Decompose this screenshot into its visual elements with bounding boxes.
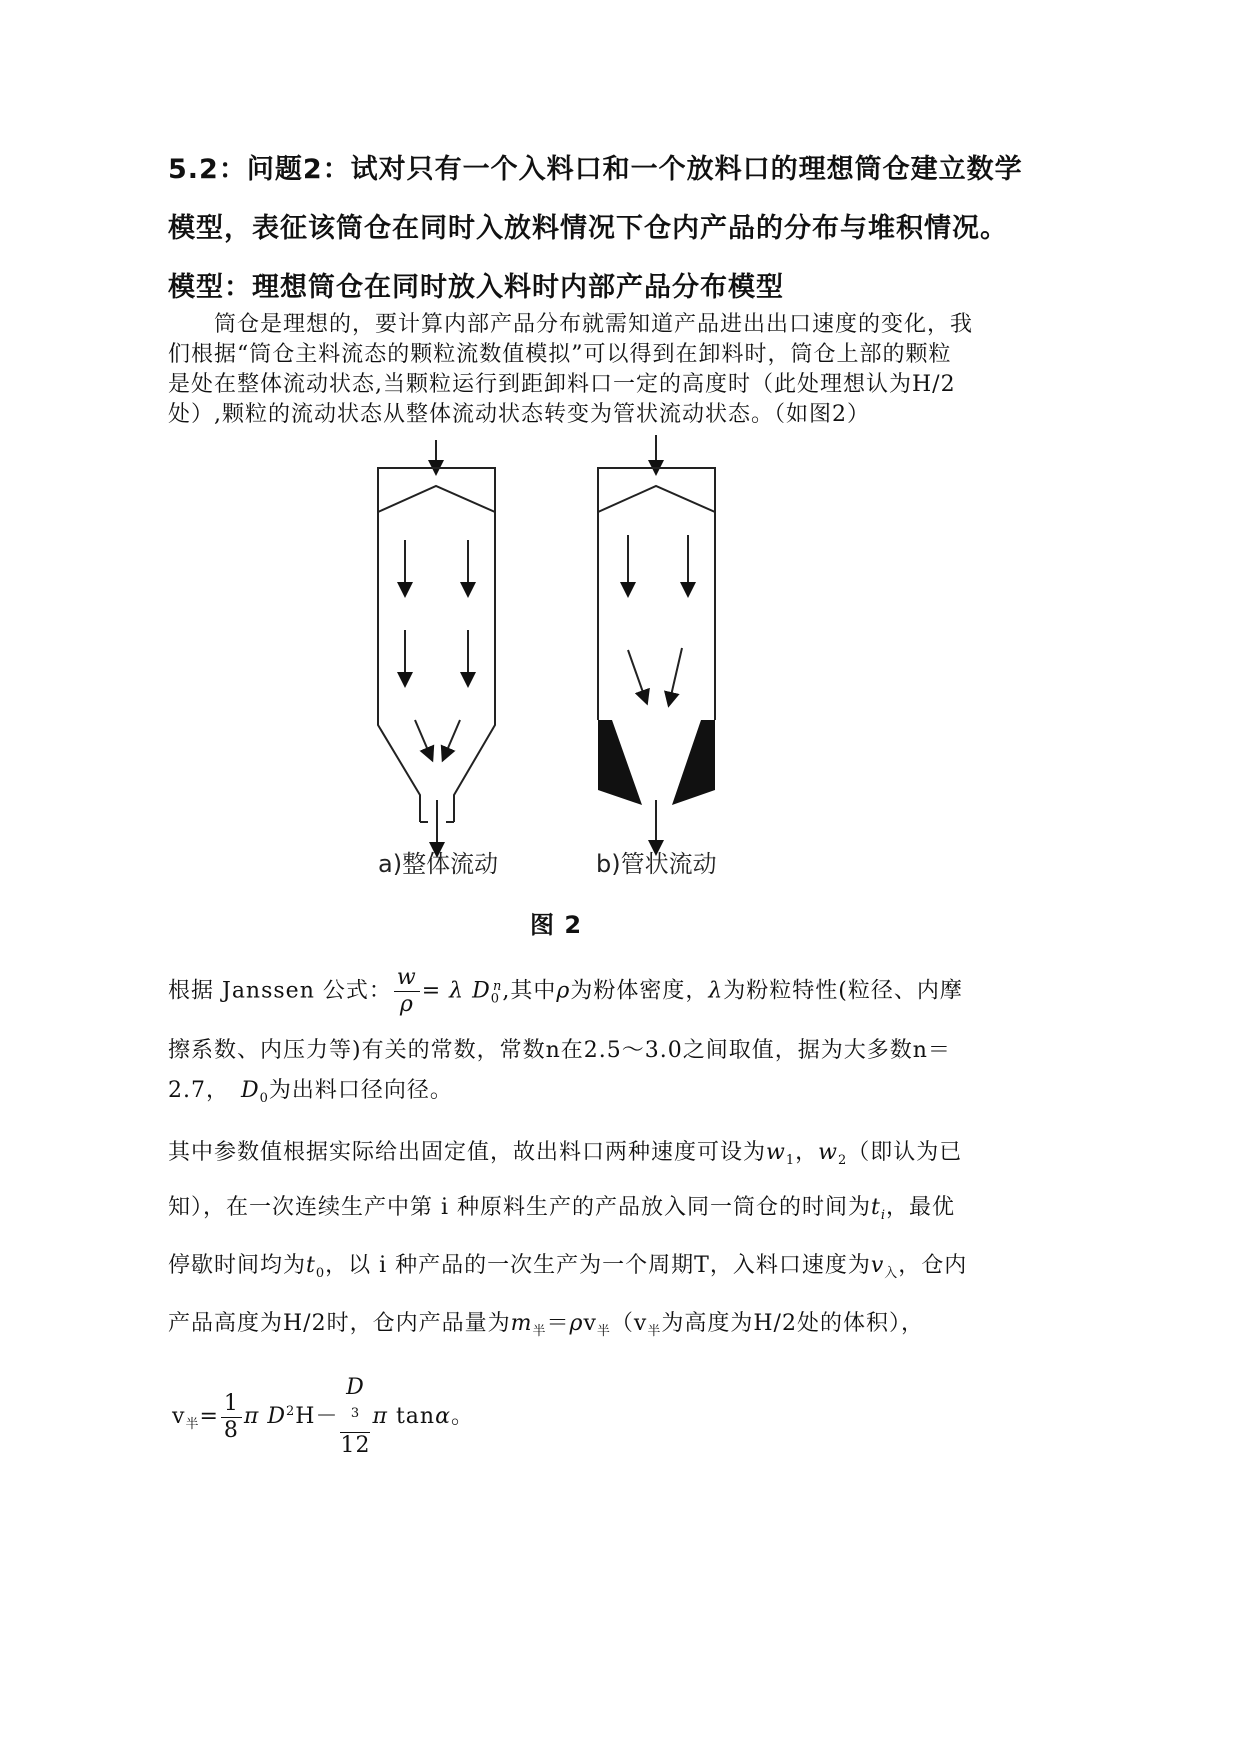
params-line-1: 其中参数值根据实际给出固定值，故出料口两种速度可设为$w_1$，$w_2$（即认为已: [168, 1140, 963, 1168]
fraction-d-cubed: D $^3$ 12: [340, 1375, 371, 1458]
janssen-line-2: 擦系数、内压力等)有关的常数，常数n在2.5～3.0之间取值，据为大多数n＝: [168, 1038, 951, 1063]
dead-zone-right: [672, 720, 715, 805]
heading-line-2: 模型，表征该筒仓在同时入放料情况下仓内产品的分布与堆积情况。: [168, 213, 1008, 244]
intro-line: 们根据“筒仓主料流态的颗粒流数值模拟”可以得到在卸料时，筒仓上部的颗粒: [168, 342, 952, 367]
params-line-3: 停歇时间均为$t_0$，以 i 种产品的一次生产为一个周期T，入料口速度为$v_入$，仓内: [168, 1253, 968, 1281]
janssen-line-1: 根据 Janssen 公式： $\frac{w}{\rho}$ = λ $D_0^n$,其中ρ为粉体密度，λ为粉粒特性(粒径、内摩: [168, 965, 963, 1017]
dead-zone-left: [598, 720, 642, 805]
fraction-one-eighth: $\frac{1}{8}$: [221, 1391, 242, 1444]
intro-paragraph: [168, 310, 1068, 430]
volume-formula: $v_半=$ $\frac{1}{8}$ π $D^2H-$ D $^3$ 12 π tanα。: [172, 1375, 474, 1458]
janssen-line-3: 2.7， $D_0$为出料口径向径。: [168, 1078, 453, 1106]
intro-line: 处）,颗粒的流动状态从整体流动状态转变为管状流动状态。（如图2）: [168, 402, 870, 427]
figure-caption: 图 2: [530, 911, 583, 939]
janssen-eq: = λ D: [421, 978, 491, 1004]
janssen-prefix: 根据 Janssen 公式：: [168, 978, 392, 1004]
intro-line: 是处在整体流动状态,当颗粒运行到距卸料口一定的高度时（此处理想认为H/2: [168, 372, 956, 397]
intro-line: 筒仓是理想的，要计算内部产品分布就需知道产品进出出口速度的变化，我: [168, 312, 974, 337]
heading-line-1: 5.2：问题2：试对只有一个入料口和一个放料口的理想筒仓建立数学: [168, 154, 1023, 185]
janssen-fraction: $\frac{w}{\rho}$: [394, 965, 420, 1018]
params-line-4: 产品高度为H/2时，仓内产品量为$m_半=\rho v_半(v_半$为高度为H/2处的体积），: [168, 1311, 924, 1339]
params-line-2: 知），在一次连续生产中第 i 种原料生产的产品放入同一筒仓的时间为$t_i$，最优: [168, 1195, 956, 1223]
silo-a: [378, 440, 495, 850]
figure-label-b: b)管状流动: [596, 850, 717, 878]
model-title: 模型：理想筒仓在同时放入料时内部产品分布模型: [168, 272, 784, 303]
silo-flow-figure: [360, 430, 740, 890]
figure-label-a: a)整体流动: [378, 850, 499, 878]
